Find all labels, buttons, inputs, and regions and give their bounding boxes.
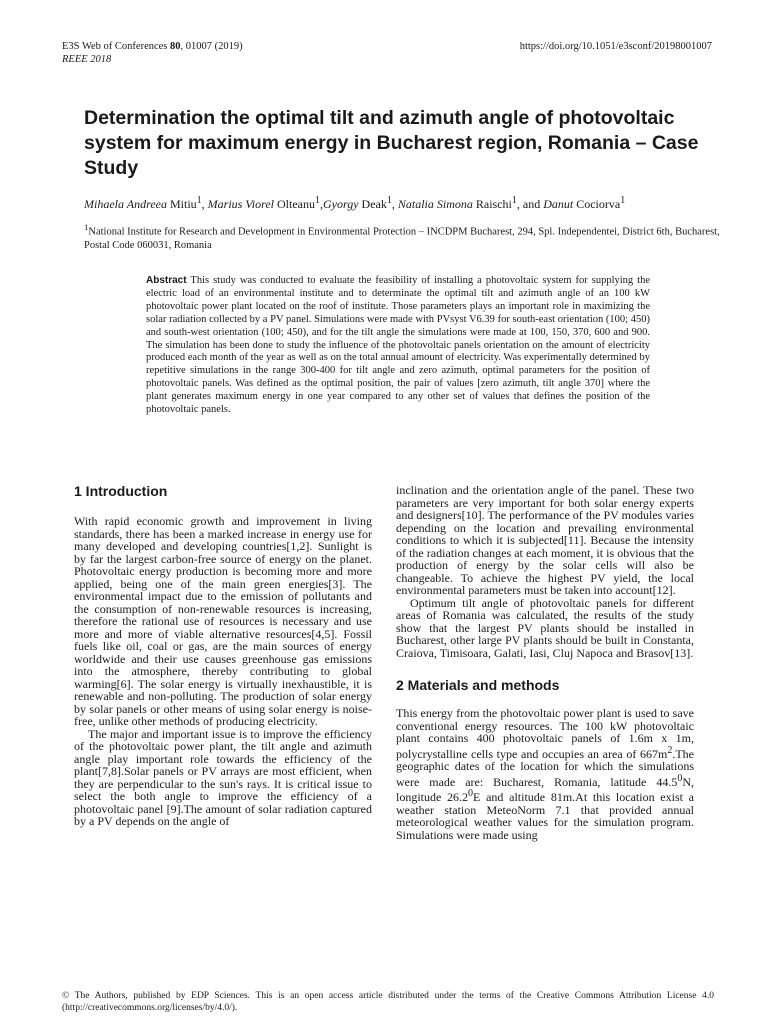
doi-link[interactable]: https://doi.org/10.1051/e3sconf/20198001007 <box>519 41 712 52</box>
abstract-label: Abstract <box>146 275 187 286</box>
section-heading-introduction: 1 Introduction <box>74 483 168 499</box>
affiliation-marker: 1 <box>84 222 89 232</box>
paragraph: The major and important issue is to improve the efficiency of the photovoltaic power plant, the tilt angle and azimuth angle play important role towards the efficiency of the plant[7,8].Solar panels or PV arrays are most efficient, when they are perpendicular to the sun's rays. It is critical issue to select the both angle to improve the efficiency of a photovoltaic panel [9].The amount of solar radiation captured by a PV depends on the angle of <box>74 726 372 828</box>
journal-name: E3S Web of Conferences <box>62 41 168 52</box>
section-heading-materials-methods: 2 Materials and methods <box>396 677 560 693</box>
paragraph: inclination and the orientation angle of the panel. These two parameters are very important for both solar energy experts and designers[10]. The performance of the PV modules varies depending on the location and prevailing environmental conditions to which it is subjected[11]. Because the intensity of the radiation changes at each moment, it is obvious that the production of energy by the solar cells will also be changeable. To achieve the highest PV yield, the local environmental parameters must be taken into account[12]. <box>396 483 694 597</box>
right-column <box>396 484 694 841</box>
author-list <box>84 193 724 212</box>
paragraph: This energy from the photovoltaic power plant is used to save conventional energy resources. The 100 kW photovoltaic plant contains 400 photovoltaic panels of 1.6m x 1m, polycrystalline cells type and occupies an area of $667m^2.The$ geographic dates of the location for which the simulations were made are: Bucharest, Romania, latitude 44.5$^0$N, longitude 26.2$^0$E and altitude 81m.At this location exist a weather station MeteoNorm 7.1 that provided annual meteorological weather values for the simulation program. Simulations were made using <box>396 706 694 842</box>
affiliation-text: National Institute for Research and Development in Environmental Protection – INCDPM Bucharest, 294, Spl. Independentei, District 6th, Bucharest, Postal Code 060031, Romania <box>84 226 720 251</box>
license-footer: © The Authors, published by EDP Sciences. This is an open access article distributed under the terms of the Creative Commons Attribution License 4.0 (http://creativecommons.org/licenses/by/4.0/). <box>62 991 714 1013</box>
affiliation <box>84 221 724 252</box>
author: Marius Viorel Olteanu$^1$, <box>207 195 323 211</box>
conference-name: REEE 2018 <box>62 54 112 65</box>
paragraph: With rapid economic growth and improvement in living standards, there has been a marked increase in energy use for many developed and developing countries[1,2]. Sunlight is by far the largest carbon-free source of energy on the planet. Photovoltaic energy production is becoming more and more applied, being one of the main green energies[3]. The environmental impact due to the emission of pollutants and the consumption of non-renewable resources is increasing, therefore the rational use of resources is necessary and use more and more of viable alternative resources[4,5]. Fossil fuels like oil, coal or gas, are the main sources of energy worldwide and their use causes greenhouse gas emissions into the atmosphere, thereby contributing to global warming[6]. The solar energy is virtually inexhaustible, it is renewable and non-polluting. The production of solar energy by solar panels or other means of using solar energy is noise-free, unlike other methods of producing electricity. <box>74 514 372 728</box>
article-number-year: , 01007 (2019) <box>180 41 243 52</box>
journal-citation <box>62 40 243 53</box>
author: Mihaela Andreea Mitiu$^1$, <box>84 195 208 211</box>
author: Natalia Simona Raischi$^1$, and <box>397 195 544 211</box>
abstract-text: This study was conducted to evaluate the feasibility of installing a photovoltaic system for supplying the electric load of an environmental institute and to determinate the optimal tilt and azimuth angle of an 100 kW photovoltaic power plant located on the roof of institute. Those parameters plays an important role in maximizing the solar radiation collected by a PV panel. Simulations were made with PVsyst V6.39 for south-east orientation (100; 450) and south-west orientation (100; 450), and for the tilt angle the simulations were made at 100, 150, 370, 600 and 900. The simulation has been done to study the influence of the photovoltaic panels orientation on the amount of electricity produced each month of the year as well as on the total annual amount of electricity. Was experimentally determined by repetitive simulations in the range 300-400 for tilt angle and zero azimuth, optimal parameters for the position of photovoltaic panels. Was defined as the optimal position, the pair of values [zero azimuth, tilt angle 370] where the plant generates maximum energy in one year compared to any other set of values that defines the position of the photovoltaic panels. <box>146 275 651 416</box>
author: Danut Cociorva$^1$ <box>543 195 626 211</box>
paper-title: Determination the optimal tilt and azimuth angle of photovoltaic system for maximum energy in Bucharest region, Romania – Case Study <box>84 107 699 179</box>
abstract <box>146 275 650 417</box>
author: Gyorgy Deak$^1$, <box>322 195 398 211</box>
paragraph: Optimum tilt angle of photovoltaic panels for different areas of Romania was calculated, the results of the study show that the largest PV plants should be installed in Bucharest, other large PV plants should be built in Constanta, Craiova, Timisoara, Galati, Iasi, Cluj Napoca and Brasov[13]. <box>396 595 694 660</box>
journal-volume: 80 <box>170 41 181 52</box>
left-column <box>74 474 372 828</box>
running-header-left <box>62 40 243 66</box>
